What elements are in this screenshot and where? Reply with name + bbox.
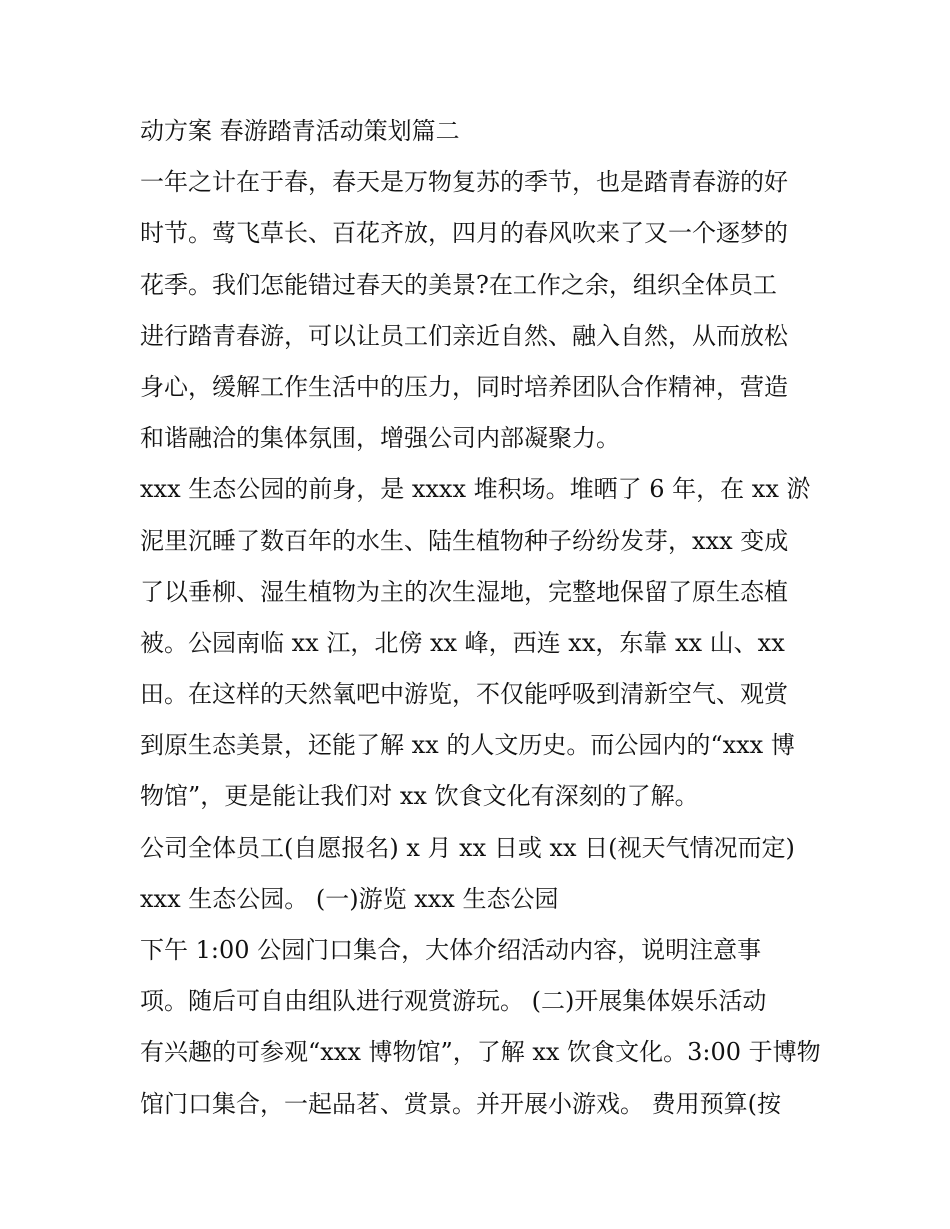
document-body: [140, 106, 820, 1130]
text-line: 花季。我们怎能错过春天的美景?在工作之余，组织全体员工: [140, 270, 777, 299]
text-line: 有兴趣的可参观“xxx 博物馆”，了解 xx 饮食文化。3:00 于博物: [140, 1038, 821, 1067]
text-line: 时节。莺飞草长、百花齐放，四月的春风吹来了又一个逐梦的: [140, 219, 788, 248]
text-line: 和谐融洽的集体氛围，增强公司内部凝聚力。: [140, 424, 620, 453]
text-line: 到原生态美景，还能了解 xx 的人文历史。而公园内的“xxx 博: [140, 731, 795, 760]
text-line: 泥里沉睡了数百年的水生、陆生植物种子纷纷发芽，xxx 变成: [140, 526, 789, 555]
text-line: xxx 生态公园。 (一)游览 xxx 生态公园: [140, 884, 559, 913]
text-line: 身心，缓解工作生活中的压力，同时培养团队合作精神，营造: [140, 372, 788, 401]
text-line: 项。随后可自由组队进行观赏游玩。 (二)开展集体娱乐活动: [140, 987, 767, 1016]
text-line: 公司全体员工(自愿报名) x 月 xx 日或 xx 日(视天气情况而定): [140, 833, 795, 862]
text-line: 田。在这样的天然氧吧中游览，不仅能呼吸到清新空气、观赏: [140, 680, 788, 709]
text-line: 了以垂柳、湿生植物为主的次生湿地，完整地保留了原生态植: [140, 577, 788, 606]
text-line: 被。公园南临 xx 江，北傍 xx 峰，西连 xx，东靠 xx 山、xx: [140, 628, 785, 657]
text-line: 物馆”，更是能让我们对 xx 饮食文化有深刻的了解。: [140, 782, 699, 811]
text-line: 下午 1:00 公园门口集合，大体介绍活动内容，说明注意事: [140, 936, 762, 964]
text-line: 馆门口集合，一起品茗、赏景。并开展小游戏。 费用预算(按: [140, 1089, 781, 1118]
heading-line: 动方案 春游踏青活动策划篇二: [140, 117, 460, 145]
text-line: 一年之计在于春，春天是万物复苏的季节，也是踏青春游的好: [140, 168, 788, 197]
text-line: 进行踏青春游，可以让员工们亲近自然、融入自然，从而放松: [140, 321, 788, 350]
text-line: xxx 生态公园的前身，是 xxxx 堆积场。堆晒了 6 年，在 xx 淤: [140, 475, 811, 504]
